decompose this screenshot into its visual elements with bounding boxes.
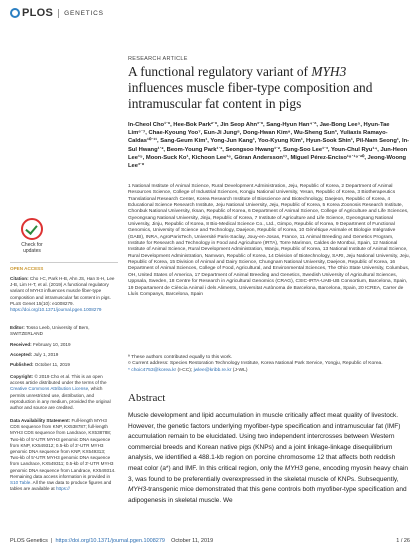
cc-license-link[interactable]: Creative Commons Attribution License — [10, 386, 89, 392]
abstract-gene-2: MYH3 — [128, 486, 147, 494]
s10-table-link[interactable]: S10 Table — [10, 480, 31, 486]
editor-block — [10, 325, 116, 337]
affiliations: 1 National Institute of Animal Science, Rural Development Administration, Jeju, Republic of Korea, 2 Department of Animal Resources Science, College of Industrial Sciences, Kongju National University, Yesan, Republic of Korea, 3 Biotherapeutics Translational Research Center, Korea Research Institute of Bioscience and Biotechnology, Daejeon, Republic of Korea, 4 Educational Science Research Institute, Jeju National University, Jeju, Republic of Korea, 5 Korea Zoonosis Research Institute, Chonbuk National University, Iksan, Republic of Korea, 6 Department of Animal Science, College of Agriculture and Life Sciences, Gyeongsang National University, Jinju, Republic of Korea, 7 Institute of Agriculture and Life Science, Gyeongsang National University, Jinju, Republic of Korea, 8 Bio-Medical Science Co., Ltd., Gimpo, Republic of Korea, 9 Department of Functional Genomics, University of Science and Technology, Daejeon, Republic of Korea, 10 Génétique Animale et Biologie Intégrative (GABI), INRA, AgroParisTech, Université Paris-Saclay, Jouy-en-Josas, France, 11 Animal Breeding and Genetics Program, Institute for Research and Technology in Food and Agriculture (IRTA), Torre Marimon, Caldes de Montbui, Spain, 12 National Institute of Animal Science, Rural Development Administration, Wanju, Republic of Korea, 13 National Institute of Animal Science, Rural Development Administration, Namwon, Republic of Korea, 14 Division of Biotechnology, SARI, Jeju National University, Jeju, Republic of Korea, 15 Division of Animal and Dairy Science, Chungnam National University, Daejeon, Republic of Korea, 16 Department of Animal Sciences, College of Food, Agricultural, and Environmental Sciences, The Ohio State University, Columbus, OH, United States of America, 17 Department of Animal Breeding and Genetics, Swedish University of Agricultural Sciences, Uppsala, Sweden, 18 Centre for Research in Agricultural Genomics (CRAG), CSIC-IRTA-UAB-UB Consortium, Barcelona, Spain, 19 Departament de Ciència Animal i dels Aliments, Universitat Autònoma de Barcelona, Barcelona, Spain, 20 ICREA, Carrer de Lluís Companys, Barcelona, Spain — [128, 184, 410, 297]
article-title — [128, 64, 410, 112]
page-header — [0, 0, 417, 22]
title-gene: MYH3 — [311, 64, 347, 79]
published-text: October 11, 2019 — [33, 362, 70, 367]
abstract-part-3: -transgenic mice demonstrated that this gene controls both myofiber-type specification and adipogenesis in skeletal muscle. We — [128, 486, 407, 504]
corresponding-authors-note — [128, 368, 410, 374]
accepted-label: Accepted: — [10, 352, 33, 357]
data-availability-text-2: . All the raw data to produce figures and tables are available at — [10, 480, 112, 492]
author-notes — [128, 355, 410, 374]
published-label: Published: — [10, 362, 34, 367]
received-label: Received: — [10, 342, 32, 347]
open-access-text: OPEN ACCESS — [10, 266, 44, 271]
footer-journal: PLOS Genetics — [10, 538, 48, 544]
editor-text: Tosso Leeb, University of Bern, SWITZERLAND — [10, 325, 90, 337]
article-type-label: RESEARCH ARTICLE — [128, 56, 188, 62]
copyright-label: Copyright: — [10, 374, 34, 379]
accepted-text: July 1, 2019 — [32, 352, 59, 357]
page-number: 1 / 26 — [396, 538, 410, 544]
data-availability-text: Full-length MYH3 CDS sequence from KNP, KX538787; full-length MYH3 CDS sequence from Landrace, KX538788; Two-kb of 5'-UTR MYH3 genomic DNA sequence from KNP, KX549312; 0.5-kb of 3'-UTR MYH3 genomic DNA sequence from KNP, KX549313; Two-kb of 5'-UTR MYH3 genomic DNA sequence from Landrace, KX549311; 0.5-kb of 3'-UTR MYH3 genomic DNA sequence from Landrace, KX549314. Remaining data access information is provided in — [10, 418, 116, 479]
plos-logo[interactable] — [10, 7, 104, 19]
title-line1: A functional regulatory variant of — [128, 64, 312, 79]
email-link-2[interactable]: jwlee@kribb.re.kr — [193, 367, 232, 373]
title-line2: influences muscle fiber-type composition and — [128, 80, 373, 95]
email-end: (J-WL) — [231, 367, 248, 373]
equal-contribution-note: ª These authors contributed equally to this work. — [128, 355, 233, 360]
received-block — [10, 342, 116, 348]
abstract-heading: Abstract — [128, 392, 166, 404]
citation-doi-link[interactable]: https://doi.org/10.1371/journal.pgen.1008279 — [10, 307, 102, 313]
journal-name: GENETICS — [64, 9, 104, 17]
check-updates-label: Check for updates — [21, 242, 43, 254]
logo-text: PLOS — [22, 7, 54, 19]
title-line3: intramuscular fat content in pigs — [128, 96, 302, 111]
page-footer: PLOS Genetics | https://doi.org/10.1371/journal.pgen.1008279 October 11, 2019 1 / 26 — [10, 538, 410, 544]
received-text: February 10, 2019 — [31, 342, 71, 347]
logo-divider — [58, 9, 59, 18]
copyright-text-2: , which permits unrestricted use, distribution, and reproduction in any medium, provided the original author and source are credited. — [10, 386, 111, 411]
author-list: In-Cheol Cho¹˙ª, Hee-Bok Park²˙ª, Jin Seop Ahn³˙ª, Sang-Hyun Han⁴˙ª, Jae-Bong Lee⁵, Hyun-Tae Lim⁶˙⁷, Chae-Kyoung Yoo⁷, Eun-Ji Jung⁸, Dong-Hwan Kim⁹, Wu-Sheng Sun³, Yuliaxis Ramayo-Caldas¹⁰˙¹¹, Sang-Geum Kim¹, Yong-Jun Kang¹, Yoo-Kyung Kim¹, Hyun-Sook Shin¹, Pil-Nam Seong¹, In-Sul Hwang¹˙², Beom-Young Park¹˙², Seongsoo Hwang¹˙², Sung-Soo Lee¹˙³, Youn-Chul Ryu¹⁴, Jun-Heon Lee¹⁵, Moon-Suck Ko¹, Kichoon Lee¹⁶, Göran Andersson¹⁷, Miguel Pérez-Enciso¹⁸˙¹⁹˙²⁰, Jeong-Woong Lee³˙* — [128, 122, 410, 170]
data-availability-block — [10, 418, 116, 492]
current-address-note: ¤ Current address: Species Restoration Technology Institute, Korea National Park Service, Yongju, Republic of Korea. — [128, 361, 383, 367]
check-for-updates-badge[interactable] — [14, 218, 50, 254]
abstract-gene-1: MYH3 — [284, 464, 303, 472]
email-link-1[interactable]: * choic4753@korea.kr — [128, 367, 177, 373]
data-url-link[interactable]: https:// — [55, 486, 70, 492]
abstract-body — [128, 411, 410, 506]
citation-block — [10, 276, 116, 313]
open-access-label — [10, 266, 116, 272]
footer-date: October 11, 2019 — [171, 538, 214, 544]
copyright-block — [10, 374, 116, 411]
footer-doi-link[interactable]: https://doi.org/10.1371/journal.pgen.1008279 — [55, 538, 165, 544]
data-availability-label: Data Availability Statement: — [10, 418, 71, 423]
sidebar-divider — [10, 262, 118, 263]
accepted-block — [10, 352, 116, 358]
published-block — [10, 362, 116, 368]
abstract-part-2: gene, encoding myosin heavy chain 3, was found to be preferentially overexpressed in the skeletal muscle of KNPs. Subsequently, — [128, 464, 409, 483]
email-sep: (I-CC); — [176, 367, 194, 373]
abstract-part-1: Muscle development and lipid accumulation in muscle critically affect meat quality of livestock. However, the genetic factors underlying myofiber-type specification and intramuscular fat (IMF) accumulation remain to be elucidated. Using two independent intercrosses between Western commercial breeds and Korean native pigs (KNPs) and a joint linkage-linkage disequilibrium analysis, we identified a 488.1-kb region on porcine chromosome 12 that affects both reddish meat color (a*) and IMF. In this critical region, only the — [128, 412, 401, 472]
copyright-text: © 2019 Cho et al. This is an open access article distributed under the terms of the — [10, 374, 107, 386]
editor-label: Editor: — [10, 325, 25, 330]
plos-logo-icon — [10, 8, 20, 18]
citation-text: Cho I-C, Park H-B, Ahn JS, Han S-H, Lee J-B, Lim H-T, et al. (2019) A functional regulatory variant of MYH3 influences muscle fiber-type composition and intramuscular fat content in pigs. PLoS Genet 15(10): e1008279. — [10, 276, 115, 306]
citation-label: Citation: — [10, 276, 29, 281]
check-updates-icon — [21, 218, 43, 240]
